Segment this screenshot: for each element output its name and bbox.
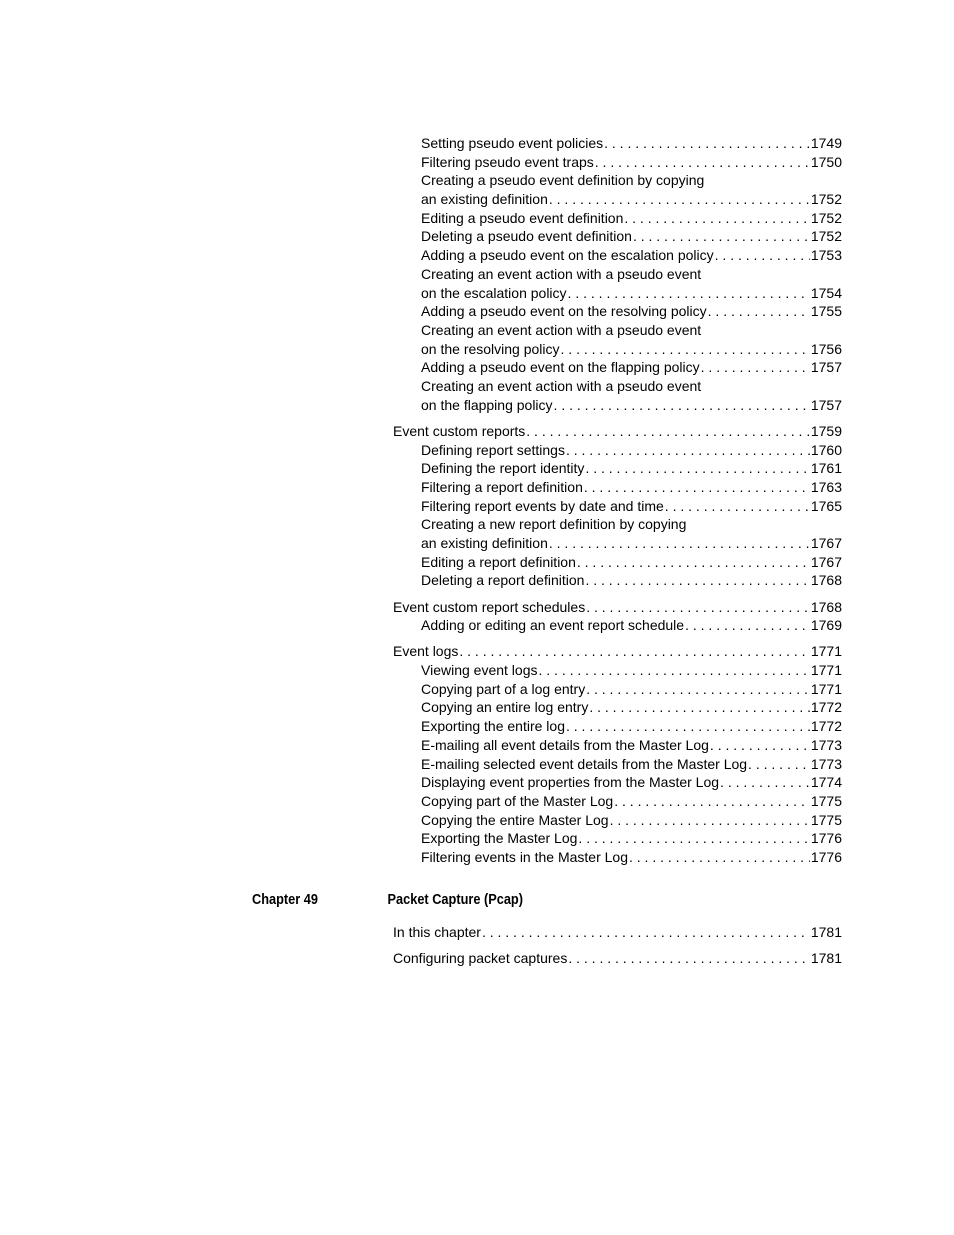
dot-leader	[720, 773, 810, 792]
toc-page-number: 1767	[810, 534, 842, 551]
toc-entry[interactable]	[393, 153, 842, 172]
toc-page-number: 1775	[810, 792, 842, 809]
toc-entry[interactable]	[393, 616, 842, 635]
toc-entry[interactable]	[393, 773, 842, 792]
dot-leader	[538, 661, 809, 680]
dot-leader	[610, 811, 810, 830]
dot-leader	[585, 459, 809, 478]
toc-page-number: 1781	[810, 950, 842, 967]
toc-page-number: 1774	[810, 774, 842, 791]
dot-leader	[633, 227, 810, 246]
dot-leader	[589, 698, 810, 717]
dot-leader	[586, 680, 810, 699]
toc-entry-title: Filtering events in the Master Log	[421, 848, 628, 865]
toc-entry[interactable]	[393, 717, 842, 736]
toc-entry-continuation[interactable]	[393, 190, 842, 209]
toc-entry[interactable]	[393, 698, 842, 717]
toc-page-number: 1753	[810, 247, 842, 264]
toc-entry-title: Setting pseudo event policies	[421, 135, 604, 151]
dot-leader	[708, 302, 810, 321]
dot-leader	[568, 949, 810, 968]
toc-page-number: 1775	[810, 811, 842, 828]
toc-page-number: 1752	[810, 228, 842, 245]
toc-entry[interactable]	[393, 497, 842, 516]
toc-entry[interactable]	[393, 441, 842, 460]
toc-entry[interactable]	[393, 642, 842, 661]
toc-page-number: 1759	[810, 422, 842, 439]
dot-leader	[549, 190, 810, 209]
dot-leader	[629, 848, 810, 867]
toc-entry-title: Configuring packet captures	[393, 950, 568, 967]
toc-entry-title: Viewing event logs	[421, 662, 538, 679]
toc-entry-title: Filtering pseudo event traps	[421, 153, 594, 170]
toc-entry-continuation[interactable]	[393, 340, 842, 359]
toc-page-number: 1761	[810, 460, 842, 477]
toc-page-number: 1752	[810, 191, 842, 208]
toc-page-number: 1757	[810, 359, 842, 376]
toc-page-number: 1771	[810, 643, 842, 660]
toc-entry[interactable]	[393, 949, 842, 968]
dot-leader	[549, 534, 810, 553]
toc-entry-title: Copying the entire Master Log	[421, 811, 609, 828]
toc-entry-title: Filtering report events by date and time	[421, 497, 664, 514]
toc-entry-title-continued: on the escalation policy	[421, 284, 567, 301]
dot-leader	[578, 829, 809, 848]
toc-entry-title: Filtering a report definition	[421, 478, 583, 495]
dot-leader	[614, 792, 810, 811]
dot-leader	[568, 284, 810, 303]
dot-leader	[701, 358, 810, 377]
dot-leader	[685, 616, 810, 635]
dot-leader	[604, 134, 810, 153]
toc-page-number: 1772	[810, 718, 842, 735]
toc-entry-title: Displaying event properties from the Master Log	[421, 774, 720, 791]
toc-entry-title: Adding a pseudo event on the escalation policy	[421, 247, 714, 264]
toc-entry[interactable]	[393, 661, 842, 680]
toc-page-number: 1767	[810, 553, 842, 570]
toc-entry-title: Editing a report definition	[421, 553, 576, 570]
toc-entry[interactable]	[393, 923, 842, 942]
dot-leader	[584, 478, 810, 497]
toc-entry[interactable]	[393, 792, 842, 811]
toc-entry-title: Copying part of the Master Log	[421, 792, 614, 809]
toc-page-number: 1771	[810, 662, 842, 679]
toc-entry-continuation[interactable]	[393, 284, 842, 303]
toc-entry[interactable]	[393, 553, 842, 572]
toc-page-number: 1760	[810, 441, 842, 458]
toc-entry-title: E-mailing selected event details from the Master Log	[421, 755, 748, 772]
toc-entry[interactable]	[393, 209, 842, 228]
chapter-title: Packet Capture (Pcap)	[387, 892, 523, 908]
toc-entry-continuation[interactable]	[393, 534, 842, 553]
toc-entry-title: Creating a new report definition by copying	[421, 516, 687, 533]
toc-entry[interactable]	[393, 736, 842, 755]
toc-entry-title: Defining the report identity	[421, 460, 585, 477]
toc-entry[interactable]	[393, 848, 842, 867]
toc-page-number: 1768	[810, 598, 842, 615]
toc-page-number: 1756	[810, 340, 842, 357]
toc-entry-title: Deleting a report definition	[421, 572, 585, 589]
dot-leader	[482, 923, 810, 942]
toc-entry-title: Adding a pseudo event on the flapping policy	[421, 359, 700, 376]
chapter-number: Chapter 49	[252, 892, 318, 908]
toc-entry[interactable]	[393, 459, 842, 478]
toc-page-number: 1752	[810, 209, 842, 226]
toc-entry-title: Exporting the entire log	[421, 718, 565, 735]
dot-leader	[561, 340, 810, 359]
toc-entry-title: Creating an event action with a pseudo event	[421, 377, 702, 394]
dot-leader	[748, 755, 810, 774]
toc-entry[interactable]	[393, 598, 842, 617]
toc-entry-title-continued: on the resolving policy	[421, 340, 560, 357]
toc-page-number: 1768	[810, 572, 842, 589]
dot-leader	[624, 209, 809, 228]
dot-leader	[715, 246, 810, 265]
toc-entry[interactable]	[393, 811, 842, 830]
toc-entry[interactable]	[393, 171, 842, 190]
toc-entry[interactable]	[393, 358, 842, 377]
toc-page-number: 1754	[810, 284, 842, 301]
toc-page-number: 1765	[810, 497, 842, 514]
toc-entry[interactable]	[393, 755, 842, 774]
dot-leader	[566, 717, 810, 736]
toc-entry[interactable]	[393, 134, 842, 153]
toc-entry[interactable]	[393, 265, 842, 284]
toc-entry-title: Copying an entire log entry	[421, 699, 589, 716]
toc-entry[interactable]	[393, 422, 842, 441]
toc-page-number: 1773	[810, 736, 842, 753]
toc-entry-title: Event custom report schedules	[393, 598, 586, 615]
dot-leader	[526, 422, 810, 441]
toc-entry[interactable]	[393, 515, 842, 534]
dot-leader	[665, 497, 810, 516]
dot-leader	[585, 571, 809, 590]
toc-page-number: 1763	[810, 478, 842, 495]
toc-entry-title-continued: an existing definition	[421, 534, 548, 551]
toc-entry-title: Deleting a pseudo event definition	[421, 228, 632, 245]
toc-entry[interactable]	[393, 321, 842, 340]
toc-entry-title: Adding a pseudo event on the resolving policy	[421, 303, 707, 320]
dot-leader	[595, 153, 810, 172]
toc-entry-title-continued: an existing definition	[421, 191, 548, 208]
toc-entry-title: Defining report settings	[421, 441, 565, 458]
dot-leader	[554, 396, 810, 415]
toc-page-number: 1755	[810, 303, 842, 320]
toc-page-number: 1749	[810, 135, 842, 151]
toc-entry-title: Creating an event action with a pseudo event	[421, 265, 702, 282]
toc-entry-title: E-mailing all event details from the Master Log	[421, 736, 709, 753]
dot-leader	[459, 642, 809, 661]
toc-entry[interactable]	[393, 478, 842, 497]
toc-entry[interactable]	[393, 227, 842, 246]
toc-entry-title: Editing a pseudo event definition	[421, 209, 624, 226]
dot-leader	[710, 736, 810, 755]
toc-section-chapter-49	[393, 923, 842, 968]
toc-entry-title: Adding or editing an event report schedule	[421, 617, 685, 634]
toc-section-pseudo-events	[393, 134, 842, 867]
toc-page-number: 1776	[810, 848, 842, 865]
toc-entry-title: Creating an event action with a pseudo event	[421, 321, 702, 338]
toc-entry-continuation[interactable]	[393, 396, 842, 415]
toc-entry[interactable]	[393, 377, 842, 396]
dot-leader	[577, 553, 810, 572]
toc-entry-title: Creating a pseudo event definition by copying	[421, 172, 705, 189]
toc-entry[interactable]	[393, 246, 842, 265]
toc-entry-title: Exporting the Master Log	[421, 830, 578, 847]
toc-entry[interactable]	[393, 680, 842, 699]
toc-page-number: 1757	[810, 396, 842, 413]
toc-page-number: 1773	[810, 755, 842, 772]
toc-page-number: 1776	[810, 830, 842, 847]
toc-page-number: 1771	[810, 680, 842, 697]
toc-page-number: 1769	[810, 617, 842, 634]
toc-entry-title-continued: on the flapping policy	[421, 396, 553, 413]
toc-entry[interactable]	[393, 302, 842, 321]
toc-entry-title: Copying part of a log entry	[421, 680, 586, 697]
toc-page-number: 1781	[810, 924, 842, 940]
toc-page-number: 1750	[810, 153, 842, 170]
toc-entry[interactable]	[393, 571, 842, 590]
toc-entry-title: Event custom reports	[393, 422, 526, 439]
toc-page-number: 1772	[810, 699, 842, 716]
toc-entry-title: Event logs	[393, 643, 459, 660]
toc-entry-title: In this chapter	[393, 924, 481, 940]
dot-leader	[566, 441, 810, 460]
toc-entry[interactable]	[393, 829, 842, 848]
dot-leader	[586, 598, 810, 617]
